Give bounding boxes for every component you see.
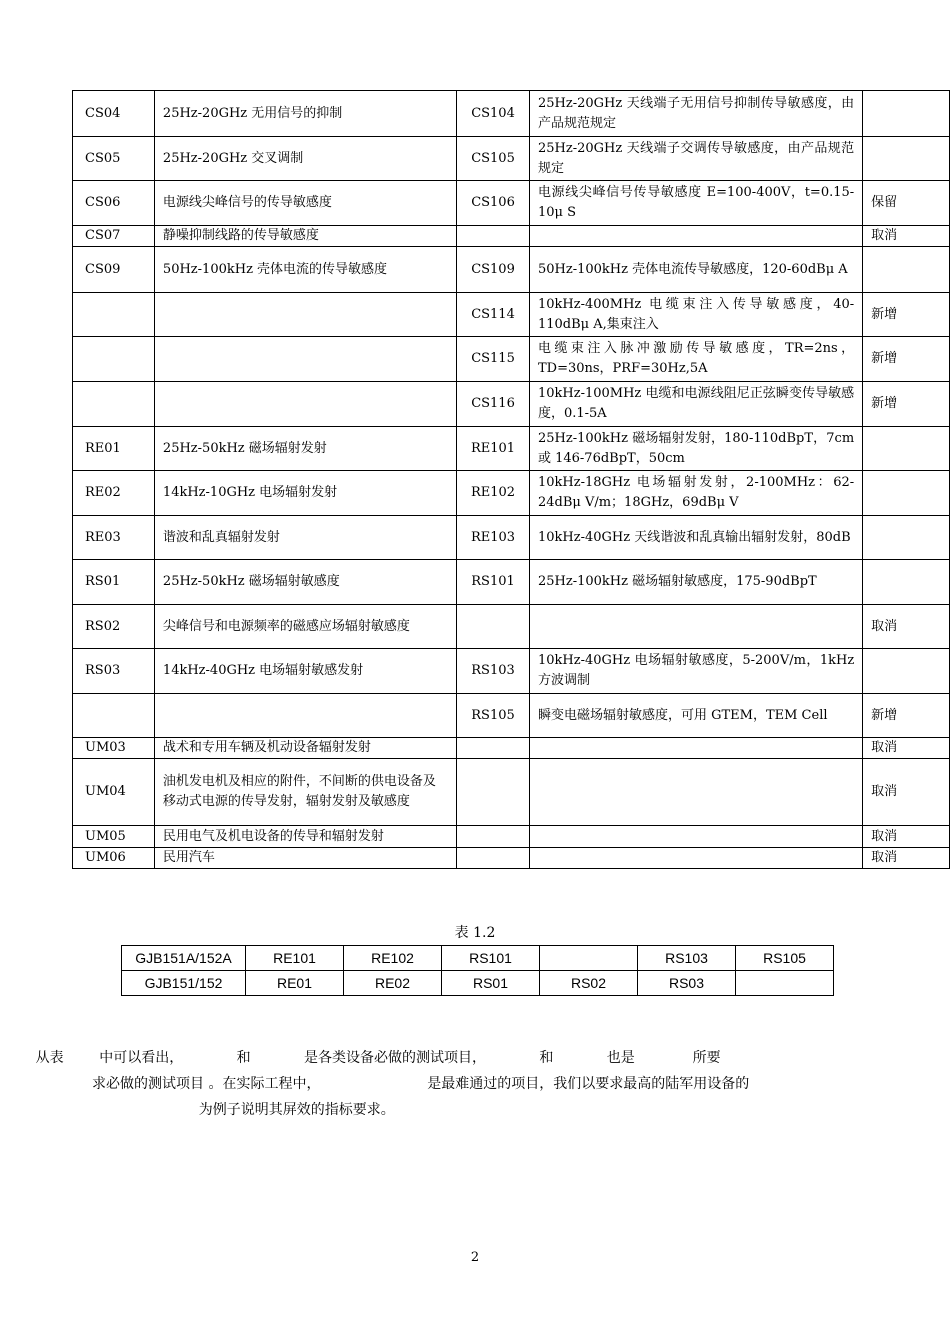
comparison-cell <box>540 946 638 971</box>
new-code-cell <box>457 226 530 247</box>
new-code-cell: CS116 <box>457 382 530 427</box>
old-code-cell: CS05 <box>73 137 155 181</box>
status-cell: 保留 <box>863 181 950 226</box>
status-cell: 新增 <box>863 293 950 337</box>
comparison-cell: RE01 <box>246 971 344 996</box>
new-title-cell: 25Hz-20GHz 天线端子交调传导敏感度，由产品规范规定 <box>529 137 862 181</box>
table-row <box>73 471 950 516</box>
table-row <box>73 382 950 427</box>
comparison-cell: RS101 <box>442 946 540 971</box>
standards-comparison-table <box>121 945 834 996</box>
old-title-cell: 民用电气及机电设备的传导和辐射发射 <box>154 826 456 848</box>
new-title-cell <box>529 226 862 247</box>
status-cell <box>863 516 950 560</box>
new-title-cell: 10kHz-40GHz 电场辐射敏感度，5-200V/m，1kHz 方波调制 <box>529 649 862 694</box>
new-code-cell: CS109 <box>457 247 530 293</box>
table-row <box>73 560 950 605</box>
table-row <box>73 293 950 337</box>
old-code-cell: CS07 <box>73 226 155 247</box>
old-title-cell: 尖峰信号和电源频率的磁感应场辐射敏感度 <box>154 605 456 649</box>
status-cell <box>863 137 950 181</box>
old-title-cell: 静噪抑制线路的传导敏感度 <box>154 226 456 247</box>
old-title-cell <box>154 382 456 427</box>
old-code-cell: UM05 <box>73 826 155 848</box>
emc-standards-table-body <box>73 91 950 869</box>
old-code-cell: CS04 <box>73 91 155 137</box>
new-title-cell: 电源线尖峰信号传导敏感度 E=100-400V，t=0.15-10μ S <box>529 181 862 226</box>
old-title-cell: 25Hz-20GHz 交叉调制 <box>154 137 456 181</box>
old-title-cell: 油机发电机及相应的附件，不间断的供电设备及移动式电源的传导发射，辐射发射及敏感度 <box>154 759 456 826</box>
old-code-cell: CS06 <box>73 181 155 226</box>
old-title-cell: 谐波和乱真辐射发射 <box>154 516 456 560</box>
new-code-cell: CS114 <box>457 293 530 337</box>
new-title-cell: 10kHz-40GHz 天线谐波和乱真输出辐射发射，80dB <box>529 516 862 560</box>
status-cell: 新增 <box>863 694 950 738</box>
status-cell: 取消 <box>863 826 950 848</box>
status-cell: 取消 <box>863 738 950 759</box>
old-title-cell: 电源线尖峰信号的传导敏感度 <box>154 181 456 226</box>
table-row <box>73 181 950 226</box>
comparison-row-new <box>122 946 834 971</box>
comparison-cell: RE02 <box>344 971 442 996</box>
new-code-cell <box>457 826 530 848</box>
new-code-cell: RS105 <box>457 694 530 738</box>
comparison-cell: GJB151/152 <box>122 971 246 996</box>
new-title-cell: 10kHz-100MHz 电缆和电源线阻尼正弦瞬变传导敏感度，0.1-5A <box>529 382 862 427</box>
new-title-cell: 25Hz-100kHz 磁场辐射发射，180-110dBpT，7cm 或 146-76dBpT，50cm <box>529 427 862 471</box>
old-code-cell: RE02 <box>73 471 155 516</box>
old-title-cell <box>154 293 456 337</box>
new-code-cell <box>457 848 530 869</box>
comparison-cell: RS03 <box>638 971 736 996</box>
table-row <box>73 649 950 694</box>
new-title-cell <box>529 848 862 869</box>
comparison-cell <box>736 971 834 996</box>
new-title-cell <box>529 738 862 759</box>
emc-standards-table <box>72 90 950 869</box>
status-cell: 取消 <box>863 605 950 649</box>
table-row <box>73 247 950 293</box>
new-title-cell: 50Hz-100kHz 壳体电流传导敏感度，120-60dBμ A <box>529 247 862 293</box>
old-title-cell: 25Hz-50kHz 磁场辐射敏感度 <box>154 560 456 605</box>
old-code-cell: CS09 <box>73 247 155 293</box>
status-cell <box>863 560 950 605</box>
status-cell <box>863 247 950 293</box>
new-code-cell: CS115 <box>457 337 530 382</box>
status-cell: 取消 <box>863 226 950 247</box>
old-title-cell: 50Hz-100kHz 壳体电流的传导敏感度 <box>154 247 456 293</box>
new-code-cell: RE101 <box>457 427 530 471</box>
new-code-cell: RS103 <box>457 649 530 694</box>
old-code-cell <box>73 382 155 427</box>
old-title-cell <box>154 694 456 738</box>
status-cell <box>863 427 950 471</box>
comparison-row-old <box>122 971 834 996</box>
old-title-cell: 战术和专用车辆及机动设备辐射发射 <box>154 738 456 759</box>
old-code-cell: RE01 <box>73 427 155 471</box>
comparison-cell: RE102 <box>344 946 442 971</box>
old-code-cell: RE03 <box>73 516 155 560</box>
old-code-cell: RS03 <box>73 649 155 694</box>
table-row <box>73 226 950 247</box>
table-row <box>73 137 950 181</box>
old-code-cell <box>73 293 155 337</box>
new-code-cell: CS105 <box>457 137 530 181</box>
new-title-cell: 10kHz-400MHz 电缆束注入传导敏感度，40-110dBμ A,集束注入 <box>529 293 862 337</box>
new-title-cell: 电缆束注入脉冲激励传导敏感度，TR=2ns，TD=30ns，PRF=30Hz,5A <box>529 337 862 382</box>
table-row <box>73 848 950 869</box>
table-row <box>73 759 950 826</box>
table-caption: 表 1.2 <box>454 925 496 941</box>
new-title-cell <box>529 759 862 826</box>
status-cell: 新增 <box>863 337 950 382</box>
old-title-cell <box>154 337 456 382</box>
new-title-cell: 10kHz-18GHz 电场辐射发射，2-100MHz：62-24dBμ V/m；18GHz，69dBμ V <box>529 471 862 516</box>
status-cell: 取消 <box>863 759 950 826</box>
old-code-cell: UM06 <box>73 848 155 869</box>
paragraph-line: 求必做的测试项目 。在实际工程中， 是最难通过的项目，我们以要求最高的陆军用设备的 <box>92 1076 750 1092</box>
comparison-cell: RE101 <box>246 946 344 971</box>
comparison-cell: RS105 <box>736 946 834 971</box>
status-cell: 新增 <box>863 382 950 427</box>
new-title-cell <box>529 826 862 848</box>
old-code-cell <box>73 694 155 738</box>
table-row <box>73 605 950 649</box>
old-title-cell: 14kHz-40GHz 电场辐射敏感发射 <box>154 649 456 694</box>
new-title-cell <box>529 605 862 649</box>
new-code-cell <box>457 605 530 649</box>
new-code-cell <box>457 738 530 759</box>
paragraph-line: 从表 中可以看出， 和 是各类设备必做的测试项目， 和 也是 所要 <box>0 1050 721 1066</box>
new-code-cell: CS104 <box>457 91 530 137</box>
old-code-cell: UM04 <box>73 759 155 826</box>
new-code-cell <box>457 759 530 826</box>
comparison-cell: RS02 <box>540 971 638 996</box>
comparison-cell: GJB151A/152A <box>122 946 246 971</box>
new-code-cell: RE103 <box>457 516 530 560</box>
old-code-cell <box>73 337 155 382</box>
old-title-cell: 14kHz-10GHz 电场辐射发射 <box>154 471 456 516</box>
table-row <box>73 427 950 471</box>
old-title-cell: 25Hz-20GHz 无用信号的抑制 <box>154 91 456 137</box>
new-code-cell: CS106 <box>457 181 530 226</box>
status-cell: 取消 <box>863 848 950 869</box>
old-title-cell: 民用汽车 <box>154 848 456 869</box>
new-code-cell: RS101 <box>457 560 530 605</box>
table-row <box>73 516 950 560</box>
comparison-cell: RS01 <box>442 971 540 996</box>
comparison-cell: RS103 <box>638 946 736 971</box>
table-row <box>73 91 950 137</box>
old-code-cell: RS02 <box>73 605 155 649</box>
new-title-cell: 瞬变电磁场辐射敏感度，可用 GTEM，TEM Cell <box>529 694 862 738</box>
paragraph-line: 为例子说明其屏效的指标要求。 <box>92 1102 395 1118</box>
new-title-cell: 25Hz-100kHz 磁场辐射敏感度，175-90dBpT <box>529 560 862 605</box>
new-title-cell: 25Hz-20GHz 天线端子无用信号抑制传导敏感度，由产品规范规定 <box>529 91 862 137</box>
table-row <box>73 694 950 738</box>
table-row <box>73 826 950 848</box>
old-title-cell: 25Hz-50kHz 磁场辐射发射 <box>154 427 456 471</box>
status-cell <box>863 91 950 137</box>
new-code-cell: RE102 <box>457 471 530 516</box>
old-code-cell: RS01 <box>73 560 155 605</box>
table-row <box>73 738 950 759</box>
page-number: 2 <box>470 1250 480 1265</box>
status-cell <box>863 649 950 694</box>
old-code-cell: UM03 <box>73 738 155 759</box>
status-cell <box>863 471 950 516</box>
table-row <box>73 337 950 382</box>
